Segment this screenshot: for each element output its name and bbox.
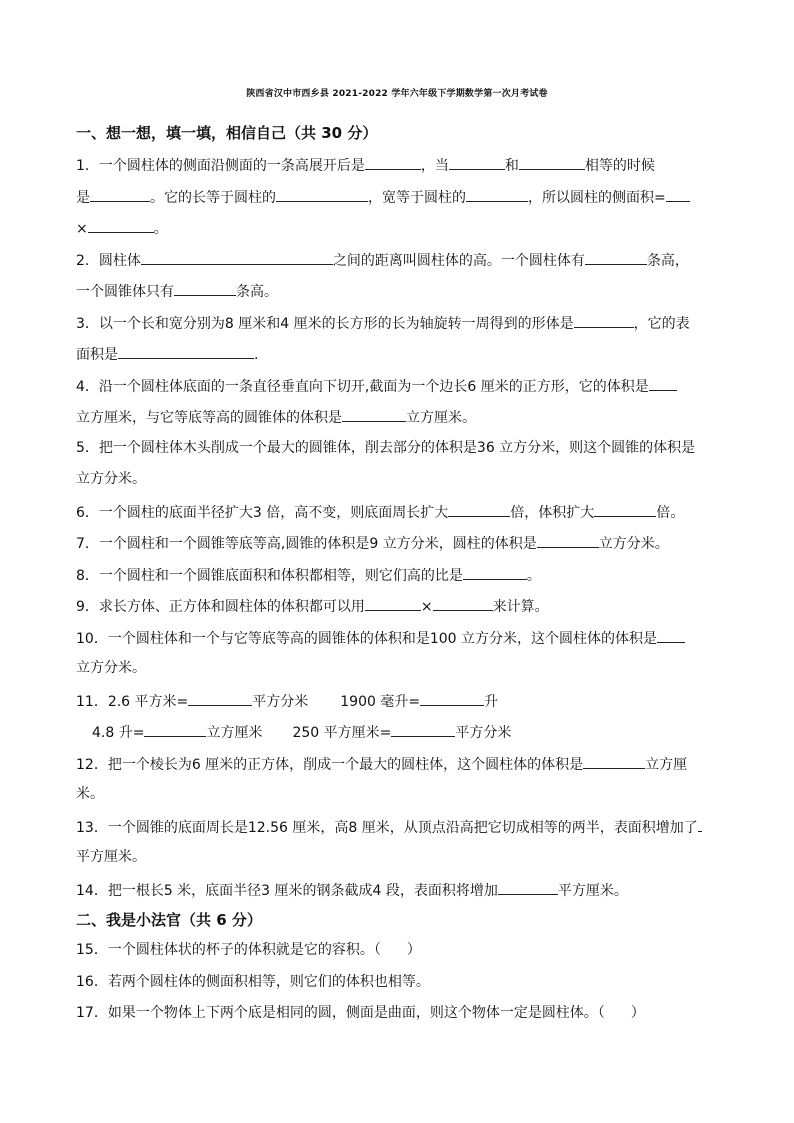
answer-blank[interactable] (391, 722, 455, 737)
q3-text: ，它的表 (633, 316, 690, 332)
q1-text: 和 (504, 158, 519, 174)
q17-text: ） (630, 1005, 645, 1021)
question-1-line-1 (76, 155, 655, 175)
question-10-line-1 (76, 628, 685, 648)
question-8 (76, 565, 541, 585)
question-16 (76, 973, 430, 991)
q11-text: 升 (484, 694, 499, 710)
q11-text: 平方分米 (455, 725, 512, 741)
answer-blank[interactable] (449, 155, 505, 170)
question-6 (76, 502, 684, 522)
question-3-line-2 (76, 344, 258, 364)
q6-text: 倍。 (656, 505, 685, 521)
q12-text: 12．把一个棱长为6 厘米的正方体，削成一个最大的圆柱体，这个圆柱体的体积是 (76, 757, 584, 773)
answer-blank[interactable] (365, 155, 421, 170)
question-13-line-1 (76, 817, 702, 837)
answer-blank[interactable] (585, 250, 647, 265)
q11-text: 1900 毫升= (340, 694, 421, 710)
answer-blank[interactable] (594, 502, 656, 517)
question-5-line-2 (76, 470, 146, 488)
q1-text: 1．一个圆柱体的侧面沿侧面的一条高展开后是 (76, 158, 365, 174)
question-7 (76, 533, 669, 553)
q17-text: 17．如果一个物体上下两个底是相同的圆，侧面是曲面，则这个物体一定是圆柱体。（ (76, 1005, 605, 1021)
question-1-line-2 (76, 187, 690, 207)
question-14 (76, 880, 628, 900)
q4-text: 4．沿一个圆柱体底面的一条直径垂直向下切开,截面为一个边长6 厘米的正方形，它的体积是 (76, 379, 649, 395)
q13-text: 平方厘米。 (76, 849, 146, 865)
page-title: 陕西省汉中市西乡县 2021-2022 学年六年级下学期数学第一次月考试卷 (246, 89, 548, 99)
question-9 (76, 596, 549, 616)
q4-text: 立方厘米，与它等底等高的圆锥体的体积是 (76, 410, 342, 426)
answer-blank[interactable] (649, 376, 677, 391)
answer-blank[interactable] (574, 313, 634, 328)
answer-blank[interactable] (537, 533, 599, 548)
question-11-line-1 (76, 691, 498, 711)
q9-text: 来计算。 (492, 599, 549, 615)
q1-text: 相等的时候 (584, 158, 655, 174)
q3-text: 3．以一个长和宽分别为8 厘米和4 厘米的长方形的长为轴旋转一周得到的形体是 (76, 316, 574, 332)
q14-text: 平方厘米。 (557, 883, 628, 899)
q9-text: 9．求长方体、正方体和圆柱体的体积都可以用 (76, 599, 365, 615)
answer-blank[interactable] (276, 187, 368, 202)
answer-blank[interactable] (433, 596, 493, 611)
q12-text: 米。 (76, 786, 104, 802)
question-10-line-2 (76, 659, 146, 677)
question-17 (76, 1004, 645, 1022)
q1-text: ，所以圆柱的侧面积= (528, 190, 666, 206)
q7-text: 立方分米。 (598, 536, 669, 552)
q5-text: 5．把一个圆柱体木头削成一个最大的圆锥体，削去部分的体积是36 立方分米，则这个圆锥的体积是 (76, 440, 696, 456)
answer-blank[interactable] (88, 218, 154, 233)
question-2-line-1 (76, 250, 689, 270)
answer-blank[interactable] (342, 407, 406, 422)
q2-text: 一个圆锥体只有 (76, 284, 174, 300)
answer-blank[interactable] (583, 754, 645, 769)
answer-blank[interactable] (463, 565, 527, 580)
question-2-line-2 (76, 281, 278, 301)
section-1-heading: 一、想一想，填一填，相信自己（共 30 分） (76, 124, 378, 142)
q1-text: 是 (76, 190, 90, 206)
question-11-line-2 (92, 722, 511, 742)
answer-blank[interactable] (118, 344, 254, 359)
q4-text: 立方厘米。 (406, 410, 476, 426)
q15-text: 15．一个圆柱体状的杯子的体积就是它的容积。（ (76, 942, 381, 958)
q10-text: 10．一个圆柱体和一个与它等底等高的圆锥体的体积和是100 立方分米，这个圆柱体的体积是 (76, 631, 657, 647)
q13-text: 13．一个圆锥的底面周长是12.56 厘米，高8 厘米，从顶点沿高把它切成相等的两半，表面积增加了 (76, 820, 698, 836)
answer-blank[interactable] (448, 502, 510, 517)
question-4-line-1 (76, 376, 677, 396)
q11-text: 4.8 升= (92, 725, 145, 741)
q1-text: 。 (153, 221, 168, 237)
section-2-heading: 二、我是小法官（共 6 分） (76, 911, 262, 929)
q11-text: 立方厘米 (206, 725, 263, 741)
q2-text: 条高。 (236, 284, 278, 300)
q7-text: 7．一个圆柱和一个圆锥等底等高,圆锥的体积是9 立方分米，圆柱的体积是 (76, 536, 537, 552)
answer-blank[interactable] (144, 722, 206, 737)
question-1-line-3 (76, 218, 168, 238)
answer-blank[interactable] (90, 187, 150, 202)
answer-blank[interactable] (519, 155, 585, 170)
question-15 (76, 941, 421, 959)
q11-text: 250 平方厘米= (292, 725, 392, 741)
q6-text: 倍，体积扩大 (510, 505, 595, 521)
question-5-line-1 (76, 439, 695, 457)
q8-text: 。 (526, 568, 541, 584)
answer-blank[interactable] (174, 281, 236, 296)
q8-text: 8．一个圆柱和一个圆锥底面积和体积都相等，则它们高的比是 (76, 568, 463, 584)
q14-text: 14．把一根长5 米，底面半径3 厘米的钢条截成4 段，表面积将增加 (76, 883, 498, 899)
q9-text: × (420, 599, 433, 615)
question-3-line-1 (76, 313, 690, 333)
q11-text: 平方分米 (252, 694, 309, 710)
q11-text: 11．2.6 平方米= (76, 694, 189, 710)
answer-blank[interactable] (188, 691, 252, 706)
q1-text: ，宽等于圆柱的 (368, 190, 466, 206)
question-12-line-1 (76, 754, 687, 774)
q2-text: 之间的距离叫圆柱体的高。一个圆柱体有 (332, 253, 585, 269)
q1-text: × (76, 221, 88, 237)
answer-blank[interactable] (466, 187, 528, 202)
q1-text: 。它的长等于圆柱的 (150, 190, 276, 206)
answer-blank[interactable] (498, 880, 558, 895)
question-12-line-2 (76, 785, 104, 803)
q16-text: 16．若两个圆柱体的侧面积相等，则它们的体积也相等。 (76, 974, 430, 990)
answer-blank[interactable] (141, 250, 333, 265)
answer-blank[interactable] (698, 817, 702, 832)
answer-blank[interactable] (666, 187, 690, 202)
q3-text: 面积是 (76, 347, 118, 363)
q15-text: ） (406, 942, 421, 958)
answer-blank[interactable] (657, 628, 685, 643)
q1-text: ，当 (420, 158, 449, 174)
question-13-line-2 (76, 848, 146, 866)
answer-blank[interactable] (420, 691, 484, 706)
answer-blank[interactable] (365, 596, 421, 611)
q3-text: . (254, 347, 259, 363)
question-4-line-2 (76, 407, 476, 427)
q2-text: 条高， (646, 253, 689, 269)
q2-text: 2．圆柱体 (76, 253, 141, 269)
q5-text: 立方分米。 (76, 471, 146, 487)
q6-text: 6．一个圆柱的底面半径扩大3 倍，高不变，则底面周长扩大 (76, 505, 449, 521)
q10-text: 立方分米。 (76, 660, 146, 676)
q12-text: 立方厘 (645, 757, 688, 773)
